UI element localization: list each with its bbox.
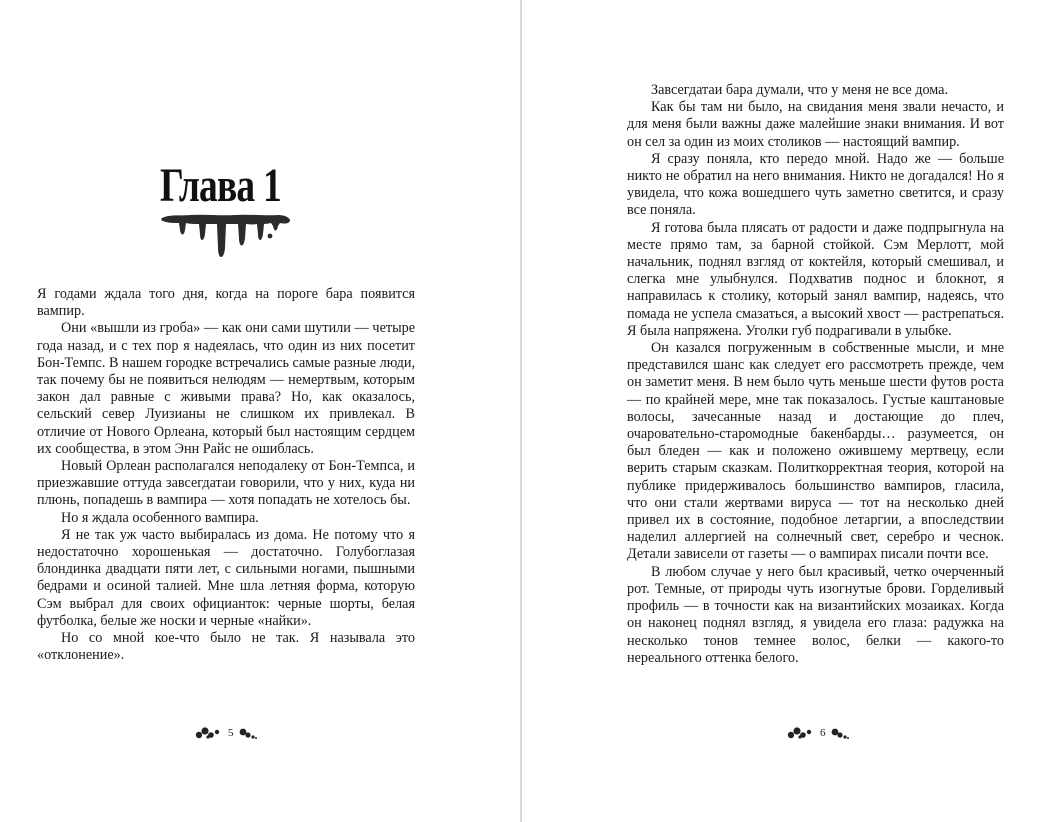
paragraph: Я годами ждала того дня, когда на пороге бара появится вампир. <box>37 286 415 320</box>
body-text-right <box>627 82 1004 667</box>
page-number: 6 <box>820 727 826 739</box>
paragraph: Я готова была плясать от радости и даже подпрыгнула на месте прямо там, за барной стойкой. Сэм Мерлотт, мой начальник, поднял взгляд от коктейля, который смешивал, и слегка мне улыбнулся. Подхватив поднос и блокнот, я направилась к столику, который занял вампир, надеясь, что помада не успела смазаться, а высокий хвост — растрепаться. Я была напряжена. Уголки губ подрагивали в улыбке. <box>627 219 1004 339</box>
page-number-footer <box>194 726 258 740</box>
body-text-left <box>37 286 415 664</box>
paragraph: Новый Орлеан располагался неподалеку от Бон-Темпса, и приезжавшие оттуда завсегдатаи говорили, что у них, куда ни плюнь, попадешь в вампира — хотя попадать не хотелось бы. <box>37 458 415 509</box>
ink-drip-ornament <box>160 212 292 262</box>
paragraph: Я не так уж часто выбиралась из дома. Не потому что я недостаточно хорошенькая — достаточно. Голубоглазая блондинка двадцати пяти лет, с сильными ногами, пышными бедрами и осиной талией. Мне шла летняя форма, которую Сэм выбрал для своих официанток: черные шорты, белая футболка, белые же носки и черные «найки». <box>37 526 415 629</box>
paragraph: В любом случае у него был красивый, четко очерченный рот. Темные, от природы чуть изогнутые брови. Горделивый профиль — в точности как на византийских мозаиках. Когда он наконец поднял взгляд, я увидела его глаза: радужка на несколько тонов темнее волос, белки — какого-то нереального оттенка белого. <box>627 563 1004 666</box>
blot-ornament-icon <box>786 726 816 740</box>
chapter-title: Глава 1 <box>160 159 281 212</box>
blot-ornament-icon <box>194 726 224 740</box>
page-number-footer <box>786 726 850 740</box>
blot-ornament-icon <box>238 726 258 740</box>
paragraph: Они «вышли из гроба» — как они сами шутили — четыре года назад, и с тех пор я надеялась, что один из них посетит Бон-Темпс. В нашем городке встречались самые разные люди, так почему бы не появиться нелюдям — немертвым, которым закон дал равные с живыми права? Но, как оказалось, сельский север Луизианы не слишком их привлекал. В отличие от Нового Орлеана, который был настоящим сердцем их сообщества, в этом Энн Райс не ошиблась. <box>37 320 415 457</box>
blot-ornament-icon <box>830 726 850 740</box>
paragraph: Но со мной кое-что было не так. Я называла это «отклонение». <box>37 630 415 664</box>
paragraph: Завсегдатаи бара думали, что у меня не все дома. <box>651 82 949 98</box>
paragraph: Я сразу поняла, кто передо мной. Надо же — больше никто не обратил на него внимания. Никто не догадался! Но я увидела, что кожа вошедшего чуть заметно светится, и сразу все поняла. <box>627 150 1004 219</box>
left-page <box>0 0 520 822</box>
paragraph: Как бы там ни было, на свидания меня звали нечасто, и для меня были важны даже малейшие знаки внимания. И вот он сел за один из моих столиков — настоящий вампир. <box>627 99 1004 150</box>
paragraph: Он казался погруженным в собственные мысли, и мне представился шанс как следует его рассмотреть прежде, чем он заметит меня. В нем было чуть меньше шести футов роста — по крайней мере, мне так показалось. Густые каштановые волосы, зачесанные назад и достающие до плеч, очаровательно-старомодные бакенбарды… разумеется, он был бледен — как и положено ожившему мертвецу, если верить старым сказкам. Политкорректная теория, которой на публике придерживалось большинство вампиров, гласила, что они стали жертвами вируса — тот на несколько дней привел их в состояние, подобное летаргии, а впоследствии наделил аллергией на солнечный свет, серебро и чеснок. Детали зависели от газеты — о вампирах писали почти все. <box>627 340 1004 563</box>
right-page <box>522 0 1053 822</box>
paragraph: Но я ждала особенного вампира. <box>61 509 259 526</box>
page-number: 5 <box>228 727 234 739</box>
